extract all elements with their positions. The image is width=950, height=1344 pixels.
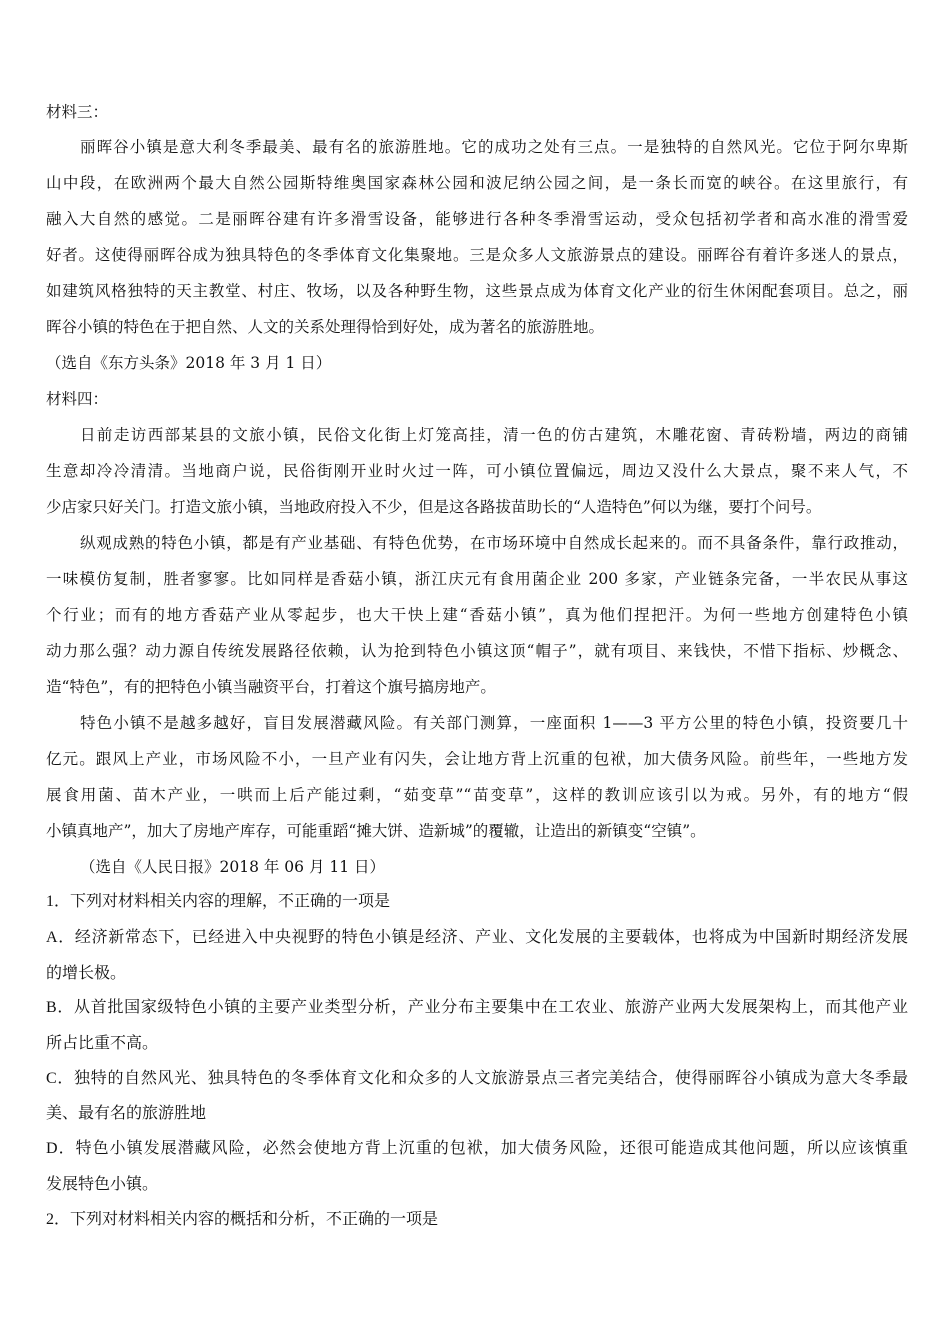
material3-line: 如建筑风格独特的天主教堂、村庄、牧场，以及各种野生物，这些景点成为体育文化产业的衍生休闲配套项目。总之，丽 [46, 282, 908, 300]
question-1-option-b: B．从首批国家级特色小镇的主要产业类型分析，产业分布主要集中在工农业、旅游产业两大发展架构上，而其他产业 [46, 999, 908, 1016]
question-1-option-b-cont: 所占比重不高。 [46, 1035, 159, 1052]
question-1-option-c: C．独特的自然风光、独具特色的冬季体育文化和众多的人文旅游景点三者完美结合，使得丽晖谷小镇成为意大冬季最 [46, 1070, 908, 1087]
question-2-stem: 2．下列对材料相关内容的概括和分析，不正确的一项是 [46, 1211, 439, 1228]
material4-heading: 材料四： [46, 390, 109, 408]
material3-line: 好者。这使得丽晖谷成为独具特色的冬季体育文化集聚地。三是众多人文旅游景点的建设。丽晖谷有着许多迷人的景点， [46, 246, 908, 264]
material4-line: 日前走访西部某县的文旅小镇，民俗文化街上灯笼高挂，清一色的仿古建筑，木雕花窗、青砖粉墙，两边的商铺 [80, 426, 908, 444]
material4-line: 一味模仿复制，胜者寥寥。比如同样是香菇小镇，浙江庆元有食用菌企业 200 多家，产业链条完备，一半农民从事这 [46, 570, 908, 588]
question-1-option-a: A．经济新常态下，已经进入中央视野的特色小镇是经济、产业、文化发展的主要载体，也将成为中国新时期经济发展 [46, 929, 908, 946]
material4-line: 造“特色”，有的把特色小镇当融资平台，打着这个旗号搞房地产。 [46, 678, 496, 696]
material4-source: （选自《人民日报》2018 年 06 月 11 日） [80, 858, 386, 876]
question-1-option-d-cont: 发展特色小镇。 [46, 1176, 159, 1193]
material3-source: （选自《东方头条》2018 年 3 月 1 日） [46, 354, 332, 372]
material4-line: 展食用菌、苗木产业，一哄而上后产能过剩，“茹变草”“苗变草”，这样的教训应该引以为戒。另外，有的地方“假 [46, 786, 908, 804]
material4-line: 少店家只好关门。打造文旅小镇，当地政府投入不少，但是这各路拔苗助长的“人造特色”何以为继，要打个问号。 [46, 498, 822, 516]
material4-line: 纵观成熟的特色小镇，都是有产业基础、有特色优势，在市场环境中自然成长起来的。而不具备条件，靠行政推动， [80, 534, 908, 552]
material4-line: 小镇真地产”，加大了房地产库存，可能重蹈“摊大饼、造新城”的覆辙，让造出的新镇变“空镇”。 [46, 822, 706, 840]
question-1-option-c-cont: 美、最有名的旅游胜地 [46, 1105, 207, 1122]
material3-line: 晖谷小镇的特色在于把自然、人文的关系处理得恰到好处，成为著名的旅游胜地。 [46, 318, 605, 336]
material3-line: 融入大自然的感觉。二是丽晖谷建有许多滑雪设备，能够进行各种冬季滑雪运动，受众包括初学者和高水准的滑雪爱 [46, 210, 908, 228]
material4-line: 动力那么强？动力源自传统发展路径依赖，认为抢到特色小镇这顶“帽子”，就有项目、来钱快，不惜下指标、炒概念、 [46, 642, 908, 660]
material4-line: 亿元。跟风上产业，市场风险不小，一旦产业有闪失，会让地方背上沉重的包袱，加大债务风险。前些年，一些地方发 [46, 750, 908, 768]
question-1-option-d: D．特色小镇发展潜藏风险，必然会使地方背上沉重的包袱，加大债务风险，还很可能造成其他问题，所以应该慎重 [46, 1140, 908, 1157]
material4-line: 生意却冷冷清清。当地商户说，民俗街刚开业时火过一阵，可小镇位置偏远，周边又没什么大景点，聚不来人气，不 [46, 462, 908, 480]
question-1-option-a-cont: 的增长极。 [46, 965, 127, 982]
material3-line: 山中段，在欧洲两个最大自然公园斯特维奥国家森林公园和波尼纳公园之间，是一条长而宽的峡谷。在这里旅行，有 [46, 174, 908, 192]
material3-line: 丽晖谷小镇是意大利冬季最美、最有名的旅游胜地。它的成功之处有三点。一是独特的自然风光。它位于阿尔卑斯 [80, 138, 908, 156]
question-1-stem: 1．下列对材料相关内容的理解，不正确的一项是 [46, 893, 391, 910]
material3-heading: 材料三： [46, 103, 109, 121]
material4-line: 特色小镇不是越多越好，盲目发展潜藏风险。有关部门测算，一座面积 1——3 平方公里的特色小镇，投资要几十 [80, 714, 908, 732]
material4-line: 个行业；而有的地方香菇产业从零起步，也大干快上建“香菇小镇”，真为他们捏把汗。为何一些地方创建特色小镇 [46, 606, 908, 624]
